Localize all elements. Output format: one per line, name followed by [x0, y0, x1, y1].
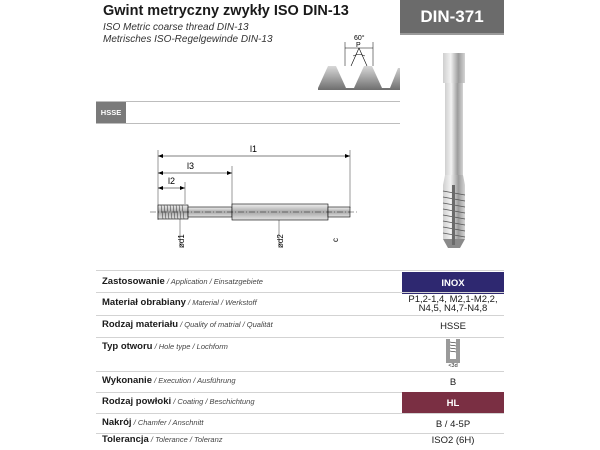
page-title: Gwint metryczny zwykły ISO DIN-13: [103, 3, 349, 19]
row-label: Zastosowanie / Application / Einsatzgebiete: [102, 276, 263, 287]
hole-depth-label: <3d: [448, 363, 458, 369]
row-label: Typ otworu / Hole type / Lochform: [102, 341, 228, 352]
tap-product-image: [425, 45, 485, 255]
application-value: INOX: [402, 272, 504, 294]
blind-hole-icon: [446, 339, 460, 363]
row-label: Rodzaj powłoki / Coating / Beschichtung: [102, 396, 255, 407]
table-row: [102, 315, 504, 337]
dim-d2-label: ød2: [276, 234, 285, 248]
subtitle-english: ISO Metric coarse thread DIN-13: [103, 22, 249, 33]
table-row: [102, 293, 504, 315]
table-row: [102, 392, 504, 414]
dim-l3-label: l3: [187, 161, 195, 171]
material-tag: [96, 101, 126, 123]
dim-d1-label: ød1: [177, 234, 186, 248]
thread-profile-diagram: [318, 28, 400, 90]
tap-technical-drawing: [140, 136, 370, 256]
material-tag-label: HSSE: [100, 107, 122, 117]
table-row: [102, 337, 504, 371]
table-row: [102, 431, 504, 450]
dim-c-label: c: [331, 238, 340, 242]
divider: [96, 123, 400, 124]
row-label: Nakrój / Chamfer / Anschnitt: [102, 417, 204, 428]
thread-angle-label: 60°: [354, 35, 365, 42]
standard-badge: [400, 0, 504, 33]
row-label: Wykonanie / Execution / Ausführung: [102, 375, 236, 386]
subtitle-german: Metrisches ISO-Regelgewinde DIN-13: [103, 34, 273, 45]
dim-l1-label: l1: [250, 144, 258, 154]
table-row: [102, 371, 504, 393]
divider: [96, 270, 504, 271]
row-label: Tolerancja / Tolerance / Toleranz: [102, 434, 223, 445]
thread-pitch-label: P: [356, 42, 361, 49]
table-row: [102, 272, 504, 294]
row-label: Rodzaj materiału / Quality of matrial / Qualität: [102, 319, 273, 330]
standard-label: DIN-371: [420, 6, 484, 26]
divider: [400, 33, 504, 35]
material-quality-value: HSSE: [440, 320, 466, 332]
hole-type-value: [402, 337, 504, 371]
execution-value: B: [449, 376, 457, 388]
row-label: Materiał obrabiany / Material / Werkstoff: [102, 297, 257, 308]
chamfer-value: B / 4-5P: [435, 418, 471, 430]
divider: [96, 101, 400, 102]
dim-l2-label: l2: [168, 176, 176, 186]
coating-value: HL: [402, 392, 504, 414]
tolerance-value: ISO2 (6H): [431, 435, 475, 446]
material-value: P1,2-1,4, M2,1-M2,2, N4,5, N4,7-N4,8: [408, 294, 498, 314]
